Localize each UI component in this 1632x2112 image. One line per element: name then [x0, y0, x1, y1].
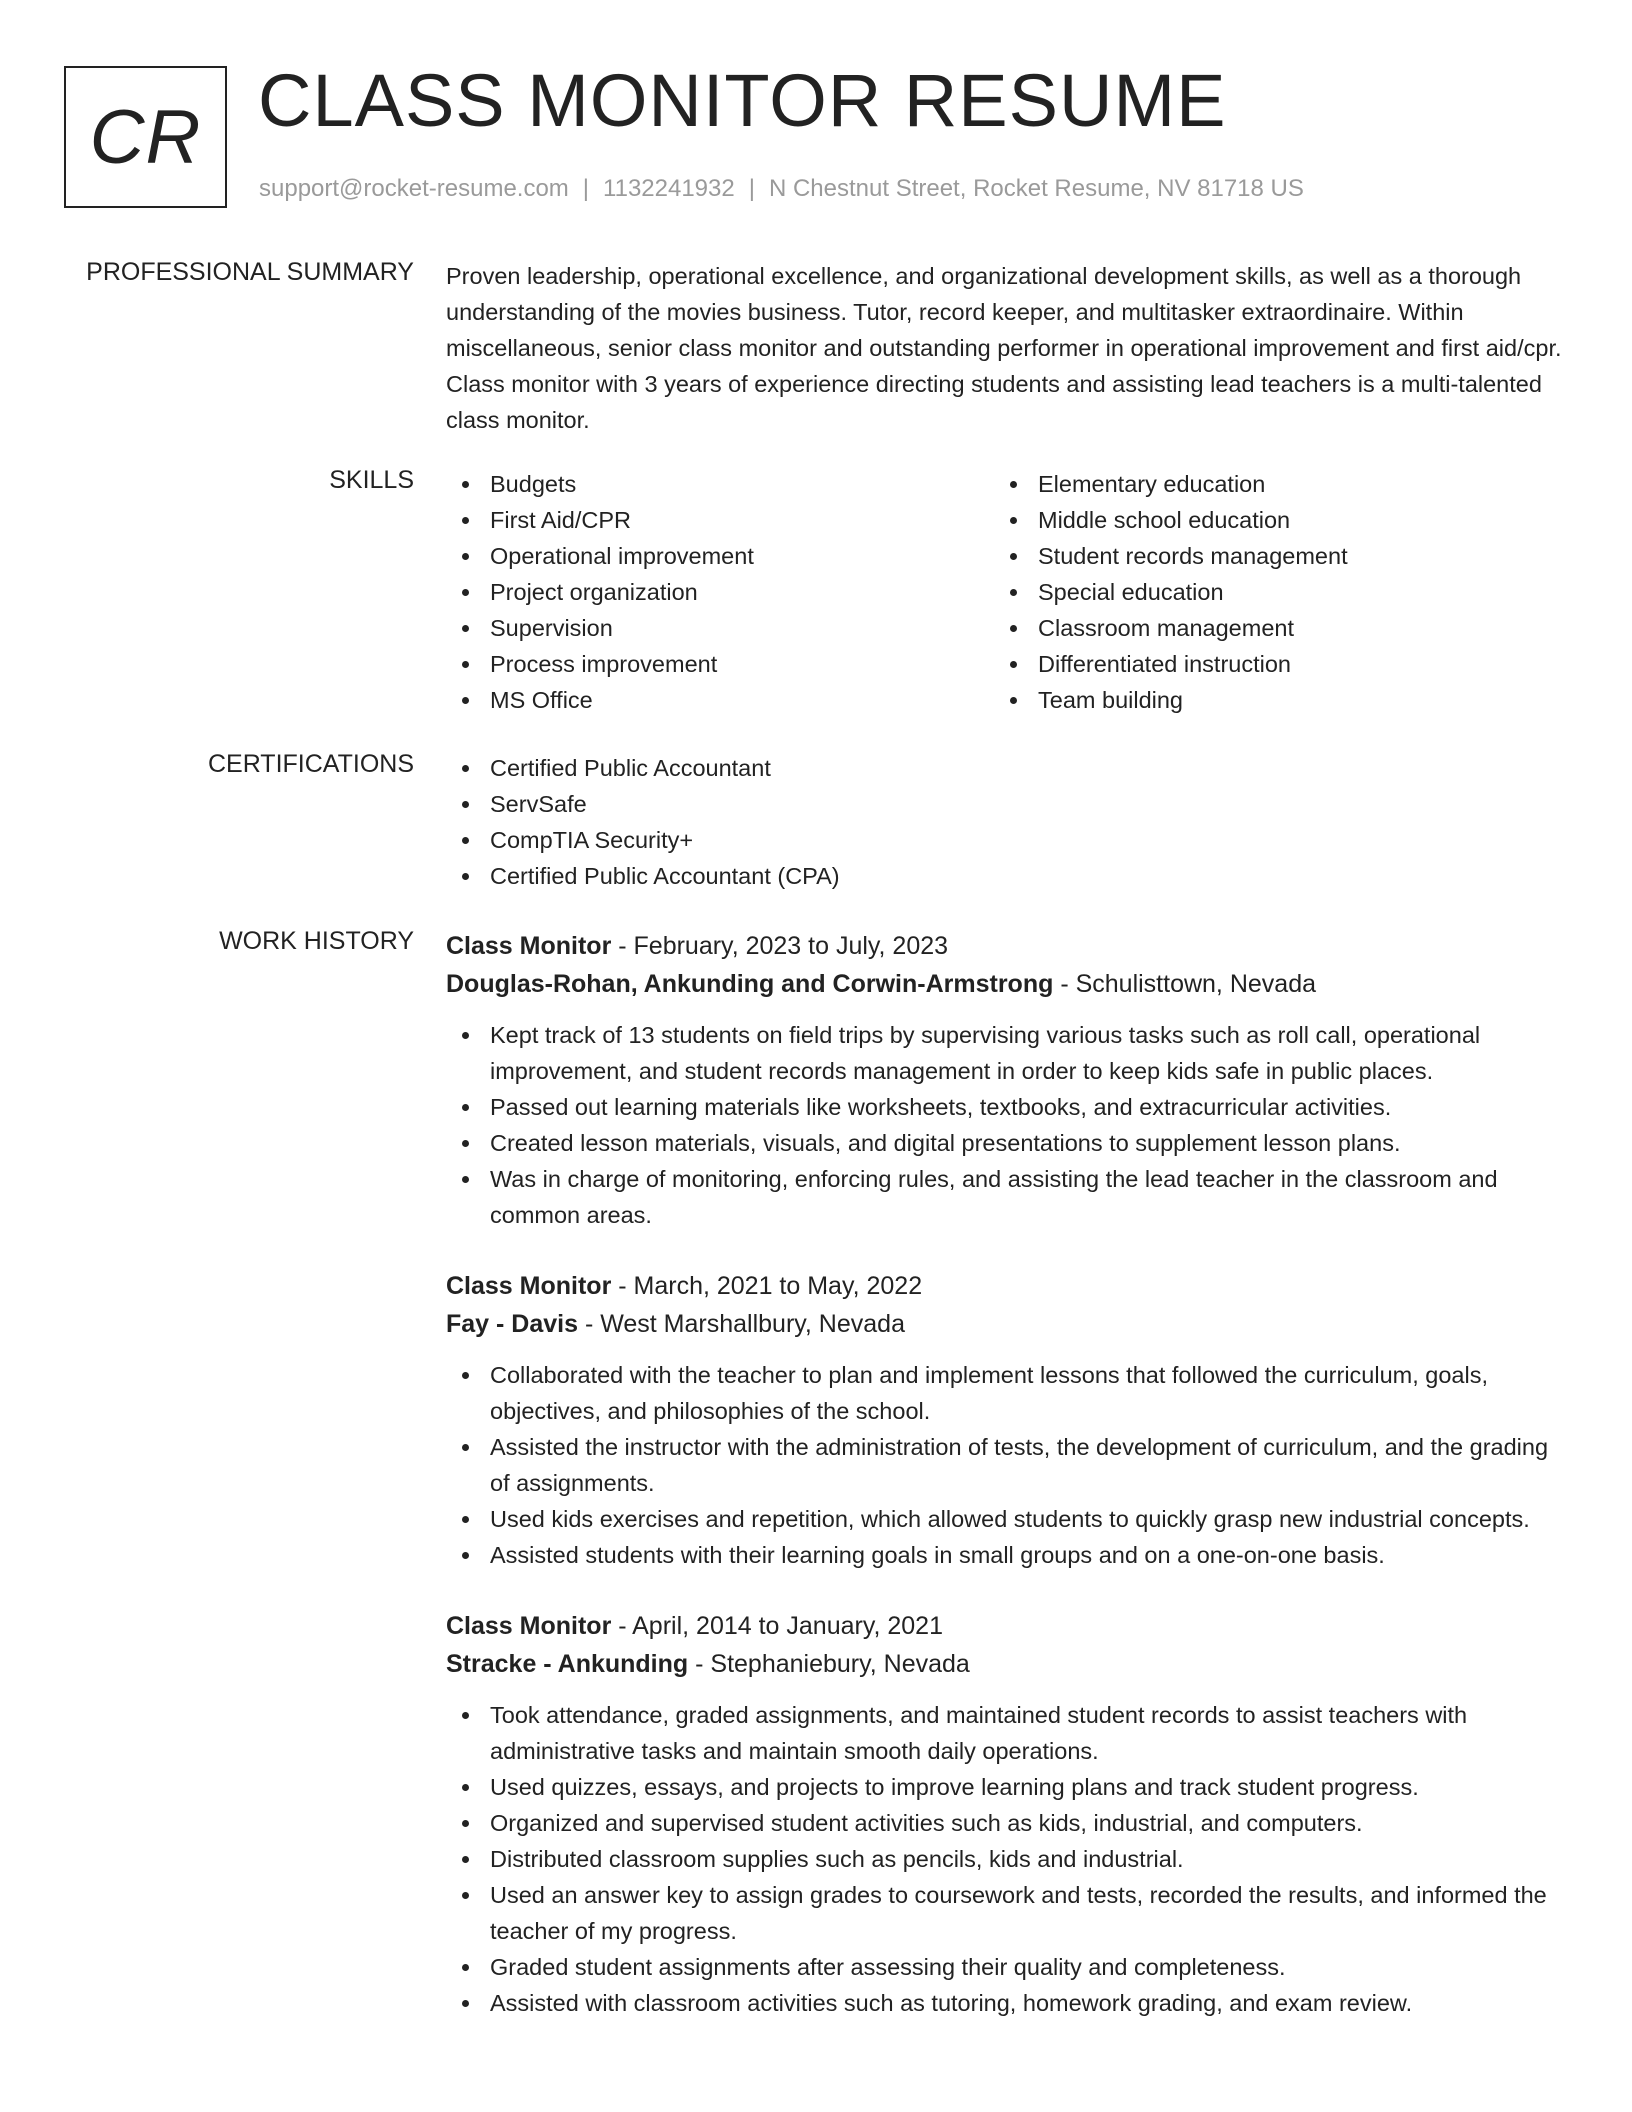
job-dates: - April, 2014 to January, 2021 [611, 1612, 943, 1640]
skills-list-right [994, 466, 1542, 718]
section-heading-skills: SKILLS [329, 466, 414, 494]
job-location: - West Marshallbury, Nevada [578, 1310, 905, 1338]
skill-item: Team building [994, 682, 1542, 718]
work-history-body [446, 927, 1566, 2055]
section-heading-summary: PROFESSIONAL SUMMARY [86, 258, 414, 286]
job-bullet: Assisted with classroom activities such as tutoring, homework grading, and exam review. [446, 1985, 1566, 2021]
job-title: Class Monitor [446, 1612, 612, 1640]
skill-item: Supervision [446, 610, 994, 646]
job-bullet: Was in charge of monitoring, enforcing rules, and assisting the lead teacher in the classroom and common areas. [446, 1161, 1566, 1233]
skill-item: Operational improvement [446, 538, 994, 574]
job-title: Class Monitor [446, 1272, 612, 1300]
certification-item: Certified Public Accountant [446, 750, 1566, 786]
job-title-line [446, 1267, 1566, 1305]
job-entry [446, 927, 1566, 1233]
job-bullets [446, 1017, 1566, 1233]
job-bullet: Used quizzes, essays, and projects to improve learning plans and track student progress. [446, 1769, 1566, 1805]
skill-item: Classroom management [994, 610, 1542, 646]
job-title-line [446, 927, 1566, 965]
job-bullet: Organized and supervised student activities such as kids, industrial, and computers. [446, 1805, 1566, 1841]
section-heading-work-history: WORK HISTORY [219, 927, 414, 955]
job-bullet: Used an answer key to assign grades to coursework and tests, recorded the results, and informed the teacher of my progress. [446, 1877, 1566, 1949]
job-bullet: Passed out learning materials like worksheets, textbooks, and extracurricular activities. [446, 1089, 1566, 1125]
job-company: Fay - Davis [446, 1310, 579, 1338]
section-heading-certifications: CERTIFICATIONS [207, 750, 414, 778]
job-entry [446, 1607, 1566, 2021]
skill-item: MS Office [446, 682, 994, 718]
skills-grid [446, 466, 1566, 718]
job-location: - Stephaniebury, Nevada [688, 1650, 970, 1678]
job-bullet: Took attendance, graded assignments, and maintained student records to assist teachers with administrative tasks and maintain smooth daily operations. [446, 1697, 1566, 1769]
skills-list-left [446, 466, 994, 718]
job-company-line [446, 1645, 1566, 1683]
job-bullet: Kept track of 13 students on field trips by supervising various tasks such as roll call, operational improvement, and student records management in order to keep kids safe in public places. [446, 1017, 1566, 1089]
skill-item: Student records management [994, 538, 1542, 574]
job-bullets [446, 1697, 1566, 2021]
contact-email: support@rocket-resume.com [259, 175, 569, 202]
job-bullets [446, 1357, 1566, 1573]
monogram-logo [64, 66, 227, 208]
resume-title: CLASS MONITOR RESUME [258, 59, 1227, 142]
contact-separator: | [582, 175, 590, 202]
certifications-list [446, 750, 1566, 894]
contact-line [259, 175, 1304, 203]
job-company: Stracke - Ankunding [446, 1650, 689, 1678]
job-bullet: Assisted the instructor with the administration of tests, the development of curriculum, and the grading of assignments. [446, 1429, 1566, 1501]
certification-item: Certified Public Accountant (CPA) [446, 858, 1566, 894]
job-title-line [446, 1607, 1566, 1645]
skill-item: First Aid/CPR [446, 502, 994, 538]
job-dates: - February, 2023 to July, 2023 [611, 932, 949, 960]
job-entry [446, 1267, 1566, 1573]
job-location: - Schulisttown, Nevada [1053, 970, 1316, 998]
job-bullet: Created lesson materials, visuals, and digital presentations to supplement lesson plans. [446, 1125, 1566, 1161]
job-company-line [446, 965, 1566, 1003]
skill-item: Middle school education [994, 502, 1542, 538]
job-title: Class Monitor [446, 932, 612, 960]
skill-item: Budgets [446, 466, 994, 502]
skill-item: Differentiated instruction [994, 646, 1542, 682]
job-bullet: Collaborated with the teacher to plan and implement lessons that followed the curriculum, goals, objectives, and philosophies of the school. [446, 1357, 1566, 1429]
job-dates: - March, 2021 to May, 2022 [611, 1272, 923, 1300]
skill-item: Project organization [446, 574, 994, 610]
certification-item: CompTIA Security+ [446, 822, 1566, 858]
contact-separator: | [748, 175, 755, 202]
skill-item: Special education [994, 574, 1542, 610]
job-bullet: Graded student assignments after assessing their quality and completeness. [446, 1949, 1566, 1985]
skill-item: Elementary education [994, 466, 1542, 502]
job-company-line [446, 1305, 1566, 1343]
contact-address: N Chestnut Street, Rocket Resume, NV 81718 US [768, 175, 1304, 202]
skill-item: Process improvement [446, 646, 994, 682]
job-bullet: Distributed classroom supplies such as pencils, kids and industrial. [446, 1841, 1566, 1877]
monogram-text: CR [89, 94, 202, 180]
summary-text: Proven leadership, operational excellence, and organizational development skills, as well as a thorough understanding of the movies business. Tutor, record keeper, and multitasker extraordinaire. Within miscellaneous, senior class monitor and outstanding performer in operational improvement and first aid/cpr. Class monitor with 3 years of experience directing students and assisting lead teachers is a multi-talented class monitor. [446, 263, 1562, 433]
contact-phone: 1132241932 [603, 175, 735, 202]
job-company: Douglas-Rohan, Ankunding and Corwin-Armstrong [446, 970, 1054, 998]
certification-item: ServSafe [446, 786, 1566, 822]
job-bullet: Used kids exercises and repetition, which allowed students to quickly grasp new industrial concepts. [446, 1501, 1566, 1537]
job-bullet: Assisted students with their learning goals in small groups and on a one-on-one basis. [446, 1537, 1566, 1573]
